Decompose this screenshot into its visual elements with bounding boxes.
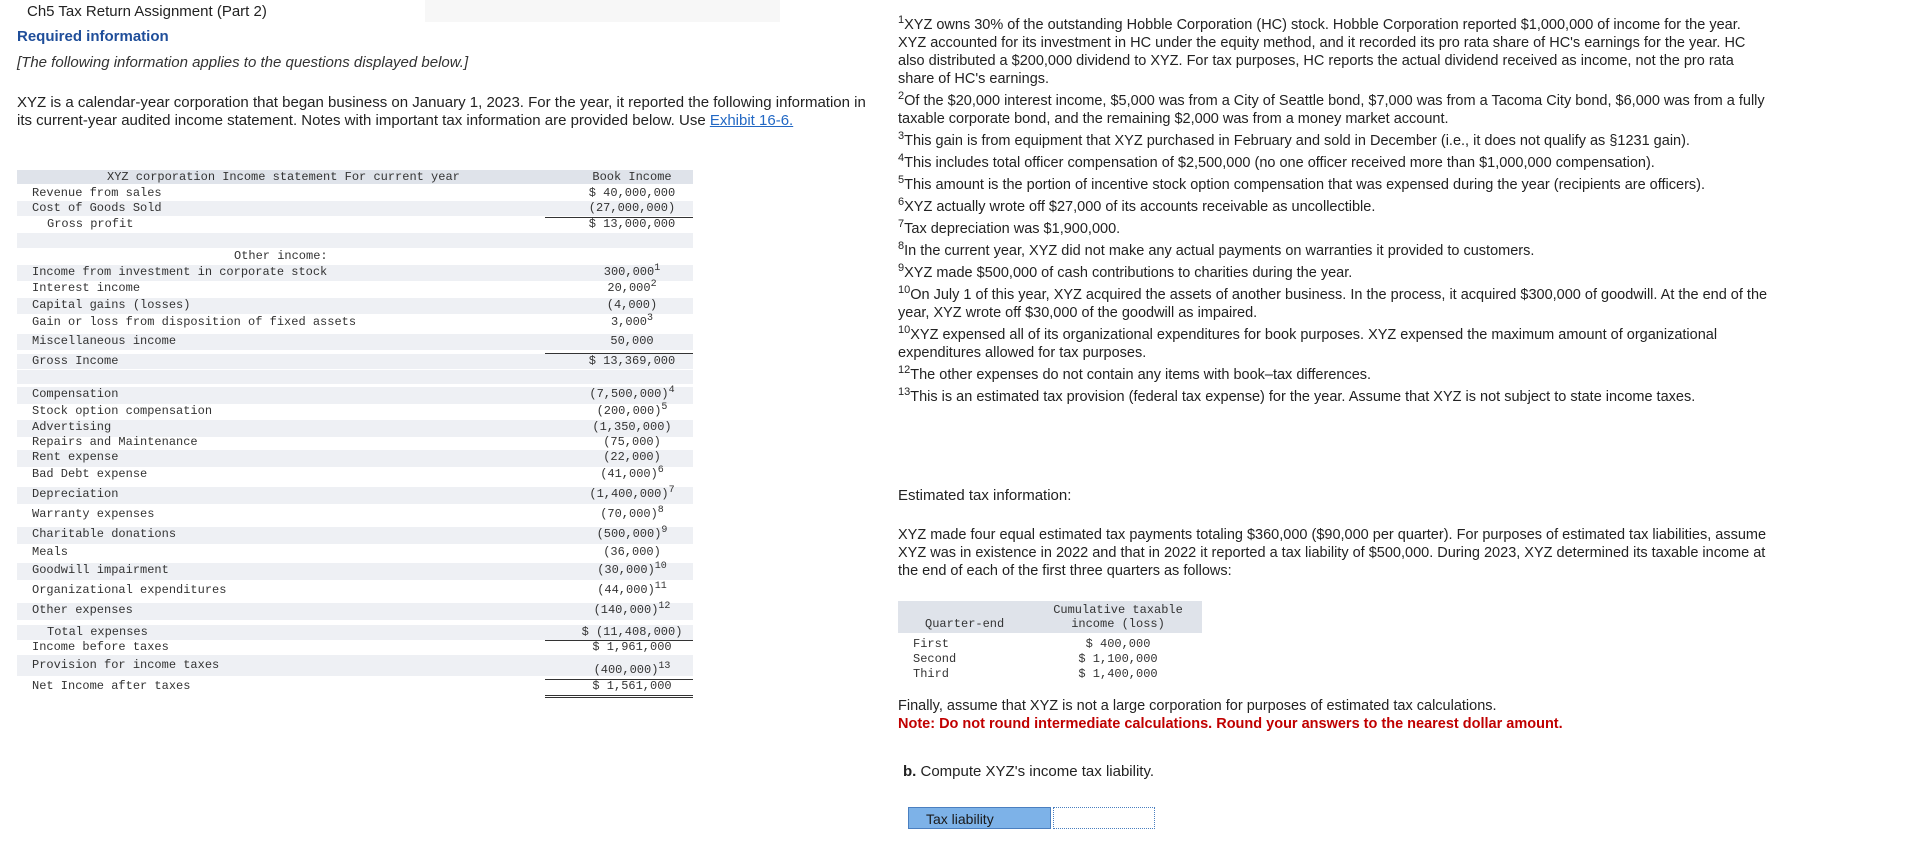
estimated-heading: Estimated tax information: [898,487,1072,504]
cogs-row: Cost of Goods Sold (27,000,000) [17,201,693,216]
row-label: Charitable donations [32,527,177,541]
estimated-paragraph: XYZ made four equal estimated tax payments totaling $360,000 ($90,000 per quarter). For purposes of estimated tax liabilities, assume XYZ was in existence in 2022 and that in 2022 it reported a tax liability of $500,000. During 2023, XYZ determined its taxable income at the end of each of the first three quarters as follows: [898,527,1767,579]
quarter-label: Second [913,652,957,666]
row-amount: $(44,000)^{11}$ [597,581,667,597]
row-label: Stock option compensation [32,404,213,418]
row-label: Income from investment in corporate stock [32,265,328,279]
other-income-row [17,265,693,281]
row-amount: (1,350,000) [592,420,672,434]
total-expenses-row: Total expenses $ (11,408,000) [17,625,693,640]
footnote-number: 7 [898,218,905,231]
footnote [898,388,1768,406]
expense-row [17,603,693,620]
question-prompt [903,763,1154,780]
row-amount: 50,000 [610,334,654,348]
row-amount: $(7,500,000)^4$ [589,385,675,401]
income-statement-header [17,170,693,184]
quarter-value: $ 1,400,000 [1078,667,1158,681]
rounding-note: Note: Do not round intermediate calculations. Round your answers to the nearest dollar amount. [898,716,1563,732]
footnote-number: 5 [898,174,905,187]
quarter-label: Third [913,667,950,681]
footnote [898,220,1768,238]
row-amount: $(1,400,000)^7$ [589,485,675,501]
footnote-number: 2 [898,90,905,103]
row-amount: $(500,000)^9$ [596,525,668,541]
gross-profit-row: Gross profit $ 13,000,000 [47,217,676,231]
footnote-text: Of the $20,000 interest income, $5,000 was from a City of Seattle bond, $7,000 was from a Tacoma City bond, $6,000 was from a fully taxable corporate bond, and the remaining $2,000 was from a money market account. [898,93,1765,127]
expense-row [17,563,693,580]
assignment-title: Ch5 Tax Return Assignment (Part 2) [27,3,267,20]
footnote-text: Tax depreciation was $1,900,000. [904,221,1121,237]
income-before-taxes-row: Income before taxes $ 1,961,000 [32,640,672,654]
rule [545,695,693,696]
final-assumption: Finally, assume that XYZ is not a large corporation for purposes of estimated tax calculations. [898,698,1497,714]
row-amount: (22,000) [603,450,661,464]
row-label: Goodwill impairment [32,563,169,577]
rule [545,697,693,698]
row-label: Compensation [32,387,119,401]
footnote [898,242,1768,260]
expense-row [17,583,693,600]
other-income-row [17,315,693,331]
row-label: Interest income [32,281,141,295]
question-text: Compute XYZ's income tax liability. [916,763,1155,780]
footnote-text: In the current year, XYZ did not make any actual payments on warranties it provided to customers. [904,243,1535,259]
other-income-row [17,281,693,297]
row-label: Rent expense [32,450,119,464]
quarter-col-heading: Quarter-end [925,617,1005,631]
expense-row [17,387,693,404]
gross-income-row: Gross Income $ 13,369,000 [17,354,693,369]
footnote-number: 8 [898,240,905,253]
footnote-text: This amount is the portion of incentive stock option compensation that was expensed during the year (recipients are officers). [904,177,1706,193]
spacer-row [17,233,693,248]
revenue-row: Revenue from sales $ 40,000,000 [32,186,676,200]
book-income-col-heading: Book Income [592,170,672,184]
notes-list [898,16,1768,410]
tax-liability-label: Tax liability [908,807,1051,829]
row-label: Meals [32,545,69,559]
footnote [898,326,1768,362]
spacer-row [17,370,693,384]
quarter-value: $ 400,000 [1085,637,1151,651]
footnote [898,176,1768,194]
footnote-text: XYZ actually wrote off $27,000 of its accounts receivable as uncollectible. [904,199,1376,215]
row-amount: $(200,000)^5$ [596,402,668,418]
footnote [898,198,1768,216]
row-amount: $(70,000)^8$ [600,505,664,521]
intro-paragraph [17,94,867,130]
question-part: b. [903,763,917,780]
row-label: Organizational expenditures [32,583,227,597]
row-amount: 3,000$^3$ [610,313,654,329]
row-label: Depreciation [32,487,119,501]
row-amount: 300,000$^1$ [603,263,661,279]
applies-note: [The following information applies to the questions displayed below.] [17,54,469,71]
footnote-text: This gain is from equipment that XYZ purchased in February and sold in December (i.e., it does not qualify as §1231 gain). [904,133,1690,149]
footnote [898,16,1768,88]
row-label: Other expenses [32,603,133,617]
footnote-text: XYZ owns 30% of the outstanding Hobble Corporation (HC) stock. Hobble Corporation reported $1,000,000 of income for the year. XYZ accounted for its investment in HC under the equity method, and it recorded its pro rata share of HC's earnings for the year. HC also distributed a $200,000 dividend to XYZ. For tax purposes, HC reports the actual dividend received as income, not the pro rata share of HC's earnings. [898,17,1746,87]
other-income-row [17,334,693,350]
footnote [898,154,1768,172]
expense-row [17,450,693,467]
footnote [898,92,1768,128]
row-label: Advertising [32,420,112,434]
income-statement-heading: XYZ corporation Income statement For current year [107,170,460,184]
other-income-row [17,298,693,314]
row-amount: $(140,000)^{12}$ [593,601,671,617]
row-amount: (4,000) [606,298,658,312]
provision-row: Provision for income taxes $(400,000)^{13}$ [17,655,693,676]
footnote [898,366,1768,384]
footnote-text: XYZ made $500,000 of cash contributions to charities during the year. [904,265,1353,281]
footnote-number: 13 [898,386,911,399]
taxable-col-heading-2: income (loss) [1071,617,1165,631]
footnote-number: 12 [898,364,911,377]
row-amount: (36,000) [603,545,661,559]
row-amount: $(41,000)^6$ [600,465,664,481]
intro-text: XYZ is a calendar-year corporation that began business on January 1, 2023. For the year, it reported the following information in its current-year audited income statement. Notes with important tax information are provided below. Use [17,94,866,129]
expense-row [17,527,693,544]
footnote-number: 4 [898,152,905,165]
footnote-text: This includes total officer compensation of $2,500,000 (no one officer received more than $1,000,000 compensation). [904,155,1655,171]
footnote-number: 9 [898,262,905,275]
footnote-number: 1 [898,14,905,27]
footnote-text: The other expenses do not contain any items with book–tax differences. [910,367,1372,383]
row-amount: $(30,000)^{10}$ [597,561,667,577]
quarter-value: $ 1,100,000 [1078,652,1158,666]
taxable-col-heading-1: Cumulative taxable [1053,603,1183,617]
row-amount: (75,000) [603,435,661,449]
row-label: Repairs and Maintenance [32,435,198,449]
other-income-heading-row: Other income: [234,249,328,263]
row-label: Capital gains (losses) [32,298,191,312]
quarter-label: First [913,637,950,651]
footnote-number: 10 [898,324,911,337]
tax-liability-input[interactable] [1053,807,1155,829]
expense-row [17,507,693,524]
row-label: Miscellaneous income [32,334,177,348]
expense-row [17,404,693,421]
row-amount: 20,000$^2$ [607,279,657,295]
expense-row [17,487,693,504]
row-label: Bad Debt expense [32,467,148,481]
footnote-number: 10 [898,284,911,297]
required-info-heading: Required information [17,28,169,45]
net-income-row: Net Income after taxes $ 1,561,000 [32,679,672,693]
footnote-text: On July 1 of this year, XYZ acquired the assets of another business. In the process, it acquired $300,000 of goodwill. At the end of the year, XYZ wrote off $30,000 of the goodwill as impaired. [898,287,1768,321]
footnote-number: 3 [898,130,905,143]
footnote-text: This is an estimated tax provision (federal tax expense) for the year. Assume that XYZ is not subject to state income taxes. [910,389,1696,405]
expense-row [17,545,693,562]
row-label: Warranty expenses [32,507,155,521]
title-bar-background [425,0,780,22]
exhibit-link[interactable]: Exhibit 16-6. [709,112,794,129]
footnote [898,286,1768,322]
expense-row [17,467,693,484]
footnote [898,132,1768,150]
footnote-number: 6 [898,196,905,209]
footnote [898,264,1768,282]
footnote-text: XYZ expensed all of its organizational expenditures for book purposes. XYZ expensed the maximum amount of organizational expenditures allowed for tax purposes. [898,327,1718,361]
row-label: Gain or loss from disposition of fixed assets [32,315,357,329]
